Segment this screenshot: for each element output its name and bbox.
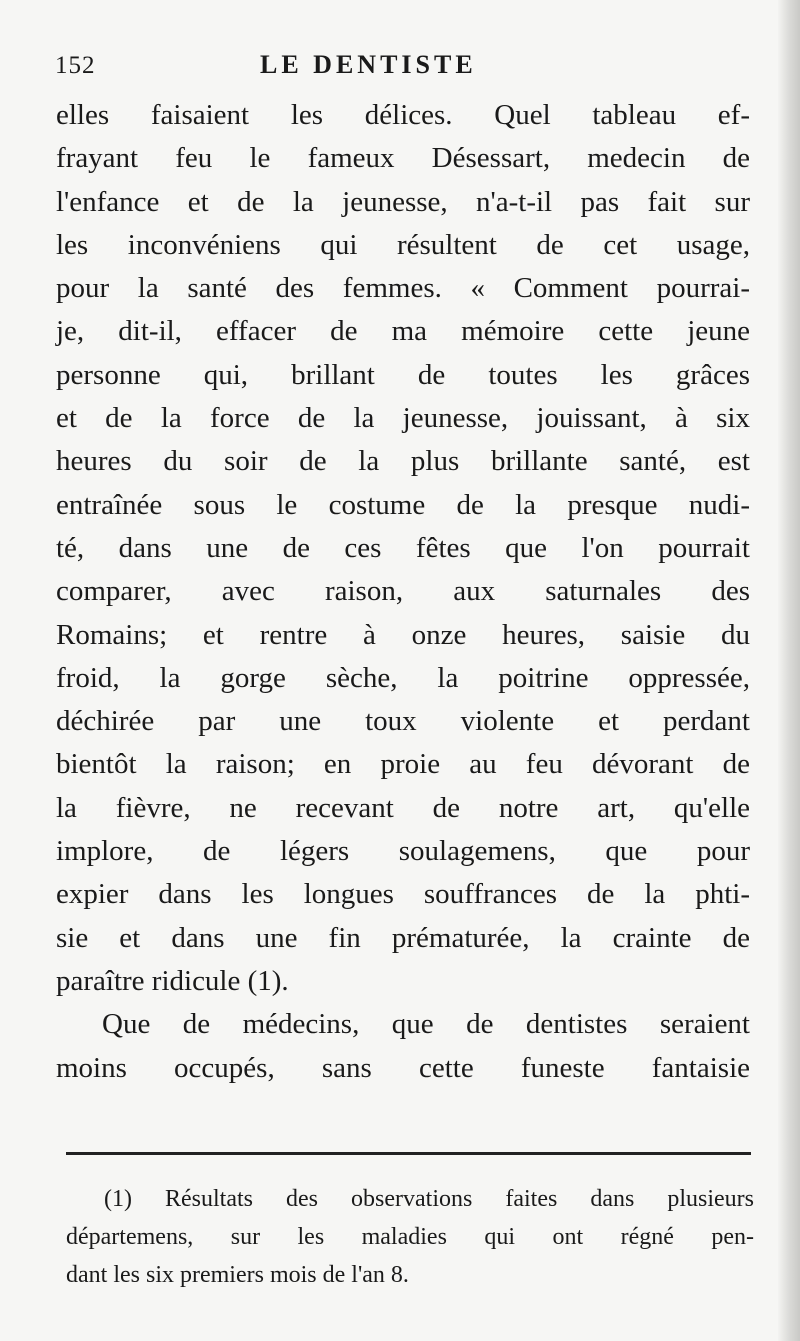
text-line: je, dit-il, effacer de ma mémoire cette jeune (56, 315, 750, 348)
text-line: entraînée sous le costume de la presque nudi- (56, 488, 750, 521)
text-line: la fièvre, ne recevant de notre art, qu'elle (56, 791, 750, 824)
footnote-separator-rule (66, 1152, 751, 1155)
footnote-line: départemens, sur les maladies qui ont régné pen- (66, 1224, 754, 1250)
footnote (66, 1180, 754, 1294)
text-line: Romains; et rentre à onze heures, saisie du (56, 618, 750, 651)
text-line: implore, de légers soulagemens, que pour (56, 835, 750, 868)
text-line: et de la force de la jeunesse, jouissant, à six (56, 402, 750, 435)
text-line: bientôt la raison; en proie au feu dévorant de (56, 748, 750, 781)
running-head: LE DENTISTE (260, 50, 477, 79)
paragraph-start-line: Que de médecins, que de dentistes seraient (102, 1008, 750, 1041)
footnote-line: (1) Résultats des observations faites dans plusieurs (104, 1186, 754, 1212)
paragraph-end-line: paraître ridicule (1). (56, 964, 289, 997)
page-header (55, 48, 750, 88)
page-number: 152 (55, 52, 96, 79)
text-line: moins occupés, sans cette funeste fantaisie (56, 1051, 750, 1084)
text-line: l'enfance et de la jeunesse, n'a-t-il pas fait sur (56, 185, 750, 218)
text-line: té, dans une de ces fêtes que l'on pourrait (56, 531, 750, 564)
text-line: frayant feu le fameux Désessart, medecin de (56, 142, 750, 175)
text-line: expier dans les longues souffrances de la phti- (56, 878, 750, 911)
text-line: personne qui, brillant de toutes les grâces (56, 358, 750, 391)
text-line: déchirée par une toux violente et perdant (56, 705, 750, 738)
text-line: pour la santé des femmes. « Comment pourrai- (56, 272, 750, 305)
page-edge-shadow (778, 0, 800, 1341)
text-line: sie et dans une fin prématurée, la crainte de (56, 921, 750, 954)
main-text (56, 94, 750, 1090)
text-line: comparer, avec raison, aux saturnales des (56, 575, 750, 608)
footnote-line: dant les six premiers mois de l'an 8. (66, 1262, 409, 1288)
text-line: les inconvéniens qui résultent de cet usage, (56, 228, 750, 261)
text-line: froid, la gorge sèche, la poitrine oppressée, (56, 661, 750, 694)
text-line: elles faisaient les délices. Quel tableau ef- (56, 99, 750, 131)
text-line: heures du soir de la plus brillante santé, est (56, 445, 750, 478)
